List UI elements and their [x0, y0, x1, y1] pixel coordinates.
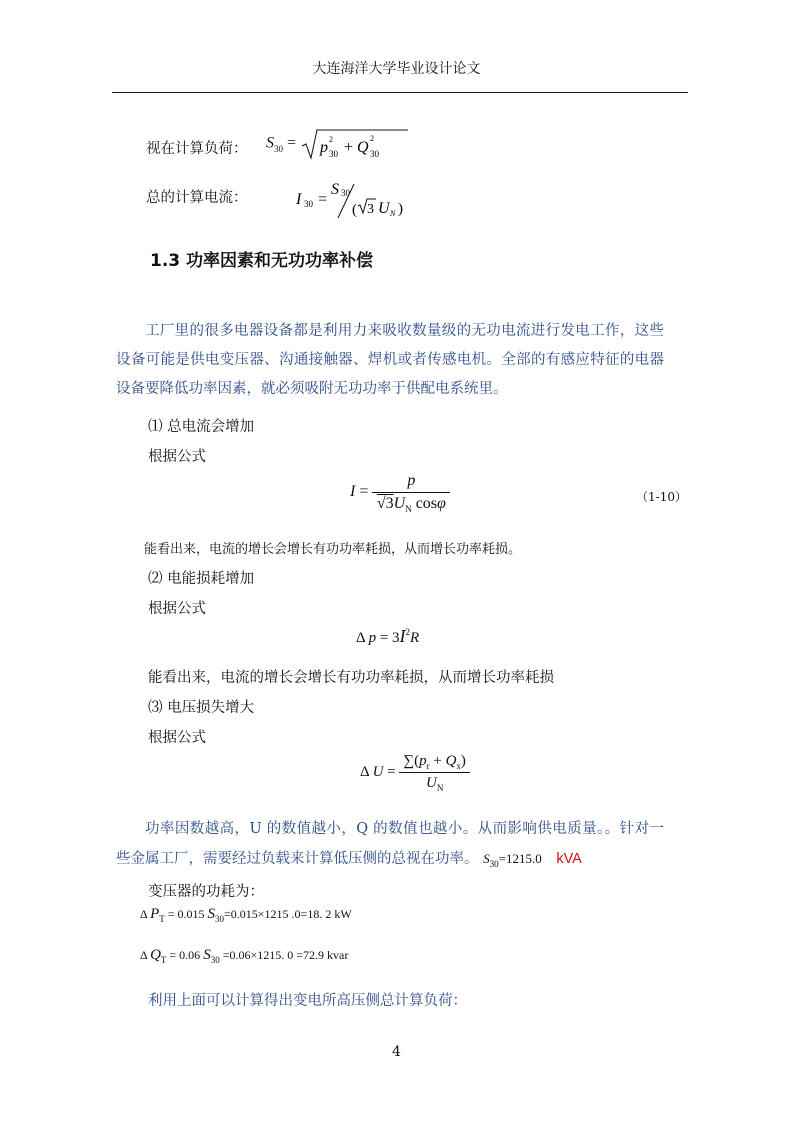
svg-text:I: I — [296, 191, 302, 208]
pf-paragraph — [116, 815, 664, 875]
formula-i30 — [292, 176, 422, 220]
svg-text:Q: Q — [357, 139, 369, 156]
svg-text:): ) — [398, 201, 403, 217]
formula-power-loss: Δ $p = 3I^2R$ — [356, 626, 420, 646]
svg-text:(: ( — [352, 202, 357, 218]
svg-text:2: 2 — [370, 134, 375, 143]
pt-coefficient: = 0.015 — [167, 907, 205, 921]
page-header-title: 大连海洋大学毕业设计论文 — [312, 61, 481, 77]
svg-text:p: p — [320, 139, 329, 156]
apparent-load-label: 视在计算负荷： — [146, 141, 248, 157]
qt-coefficient: = 0.06 — [169, 948, 201, 962]
svg-text:30: 30 — [370, 149, 380, 159]
svg-text:2: 2 — [329, 135, 334, 144]
voltage-loss-fraction: $\frac{\sum(p_r + Q_x)}{U_N}$ — [399, 753, 470, 792]
item-3-heading: ⑶ 电压损失增大 — [148, 700, 255, 716]
svg-text:30: 30 — [329, 149, 339, 159]
formula-voltage-loss: Δ U = $\frac{\sum(p_r + Q_x)}{U_N}$ — [360, 753, 470, 792]
s30-value: $S_{30}=1215.0$ — [483, 851, 542, 869]
formula-current: I = $\frac{p}{√3U_N \cos\varphi}$ — [350, 472, 450, 513]
page-number: 4 — [392, 1044, 401, 1060]
svg-text:S: S — [331, 181, 339, 198]
s30-unit: kVA — [556, 851, 582, 867]
pt-calculation: =0.015×1215 .0=18. 2 kW — [224, 907, 352, 921]
formula-s30: $S_{30}$ = p 2 30 + Q 2 30 — [266, 128, 410, 160]
item-1-basis: 根据公式 — [148, 449, 206, 465]
svg-text:N: N — [390, 209, 396, 218]
sqrt-formula-graphic — [300, 128, 410, 160]
equation-number: （1-10） — [636, 490, 687, 504]
intro-paragraph: 工厂里的很多电器设备都是利用力来吸收数量级的无功电流进行发电工作，这些设备可能是供电变压器、沟通接触器、焊机或者传感电机。全部的有感应特征的电器设备要降低功率因素，就必须吸附无功功率于供配电系统里。 — [116, 323, 664, 397]
svg-text:U: U — [378, 200, 390, 217]
item-2-basis: 根据公式 — [148, 601, 206, 617]
current-fraction: $\frac{p}{√3U_N \cos\varphi}$ — [372, 472, 450, 513]
section-heading: 1.3 功率因素和无功功率补偿 — [150, 251, 374, 271]
formula-pt: Δ $P_T = 0.015$ $S_{30}=0.015\times 1215$ .0=18. 2 kW — [140, 906, 352, 924]
final-line: 利用上面可以计算得出变电所高压侧总计算负荷： — [148, 993, 467, 1009]
total-current-label: 总的计算电流： — [146, 190, 248, 206]
svg-text:3: 3 — [367, 202, 374, 217]
note-1: 能看出来，电流的增长会增长有功功率耗损，从而增长功率耗损。 — [144, 542, 522, 557]
item-2-heading: ⑵ 电能损耗增加 — [148, 571, 255, 587]
qt-calculation: =0.06×1215. 0 =72.9 kvar — [222, 948, 349, 962]
s30-value-number: =1215.0 — [498, 851, 542, 866]
header-divider — [112, 92, 688, 93]
pf-paragraph-text: 功率因数越高，U 的数值越小，Q 的数值也越小。从而影响供电质量。。针对一些金属工厂，需要经过负载来计算低压侧的总视在功率。 — [116, 821, 664, 867]
note-2: 能看出来，电流的增长会增长有功功率耗损，从而增长功率耗损 — [148, 670, 554, 686]
svg-text:30: 30 — [304, 199, 313, 209]
item-3-basis: 根据公式 — [148, 730, 206, 746]
svg-text:=: = — [318, 191, 328, 208]
svg-text:30: 30 — [341, 188, 350, 198]
item-1-heading: ⑴ 总电流会增加 — [148, 419, 255, 435]
svg-text:+: + — [344, 139, 354, 156]
formula-qt: Δ $Q_T = 0.06$ $S_{30} =0.06\times 1215$. 0 =72.9 kvar — [140, 947, 349, 965]
transformer-loss-label: 变压器的功耗为： — [148, 884, 264, 900]
